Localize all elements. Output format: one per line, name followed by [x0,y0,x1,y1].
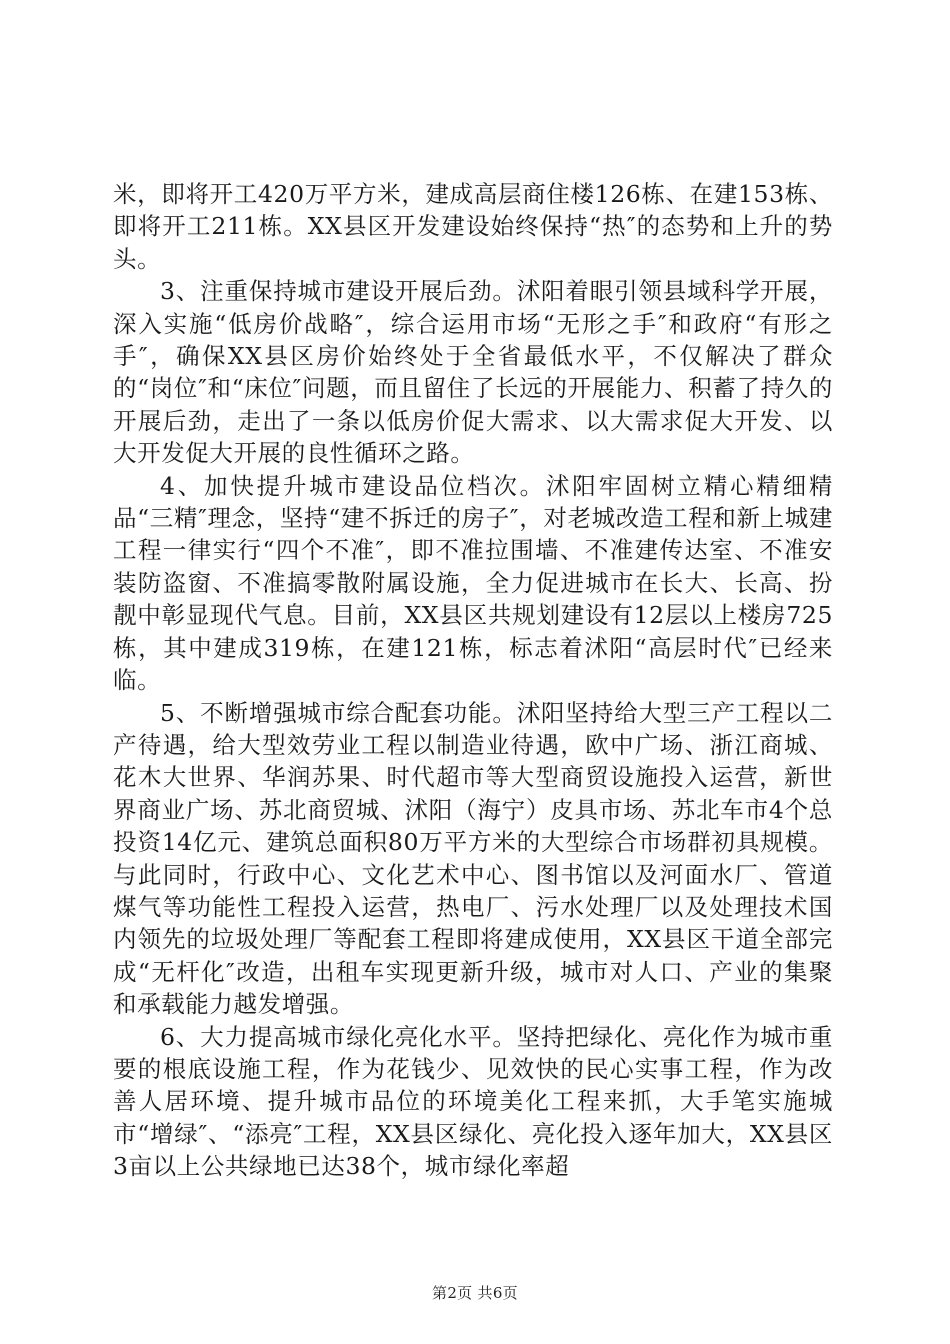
paragraph-item-4: 4、加快提升城市建设品位档次。沭阳牢固树立精心精细精品“三精″理念，坚持“建不拆迁的房子″，对老城改造工程和新上城建工程一律实行“四个不准″，即不准拉围墙、不准建传达室、不准安装防盗窗、不准搞零散附属设施，全力促进城市在长大、长高、扮靓中彰显现代气息。目前，XX县区共规划建设有12层以上楼房725栋，其中建成319栋，在建121栋，标志着沭阳“高层时代″已经来临。 [113,471,833,695]
document-body [113,178,833,1183]
paragraph-item-5: 5、不断增强城市综合配套功能。沭阳坚持给大型三产工程以二产待遇，给大型效劳业工程以制造业待遇，欧中广场、浙江商城、花木大世界、华润苏果、时代超市等大型商贸设施投入运营，新世界商业广场、苏北商贸城、沭阳（海宁）皮具市场、苏北车市4个总投资14亿元、建筑总面积80万平方米的大型综合市场群初具规模。与此同时，行政中心、文化艺术中心、图书馆以及河面水厂、管道煤气等功能性工程投入运营，热电厂、污水处理厂以及处理技术国内领先的垃圾处理厂等配套工程即将建成使用，XX县区干道全部完成“无杆化″改造，出租车实现更新升级，城市对人口、产业的集聚和承载能力越发增强。 [113,698,833,1019]
paragraph-item-6: 6、大力提高城市绿化亮化水平。坚持把绿化、亮化作为城市重要的根底设施工程，作为花钱少、见效快的民心实事工程，作为改善人居环境、提升城市品位的环境美化工程来抓，大手笔实施城市“增绿″、“添亮″工程，XX县区绿化、亮化投入逐年加大，XX县区3亩以上公共绿地已达38个，城市绿化率超 [113,1022,833,1181]
page-footer: 第2页 共6页 [432,1284,518,1302]
paragraph-continued: 米，即将开工420万平方米，建成高层商住楼126栋、在建153栋、即将开工211栋。XX县区开发建设始终保持“热″的态势和上升的势头。 [113,180,833,273]
paragraph-item-3: 3、注重保持城市建设开展后劲。沭阳着眼引领县域科学开展，深入实施“低房价战略″，综合运用市场“无形之手″和政府“有形之手″，确保XX县区房价始终处于全省最低水平，不仅解决了群众的“岗位″和“床位″问题，而且留住了长远的开展能力、积蓄了持久的开展后劲，走出了一条以低房价促大需求、以大需求促大开发、以大开发促大开展的良性循环之路。 [113,277,833,468]
